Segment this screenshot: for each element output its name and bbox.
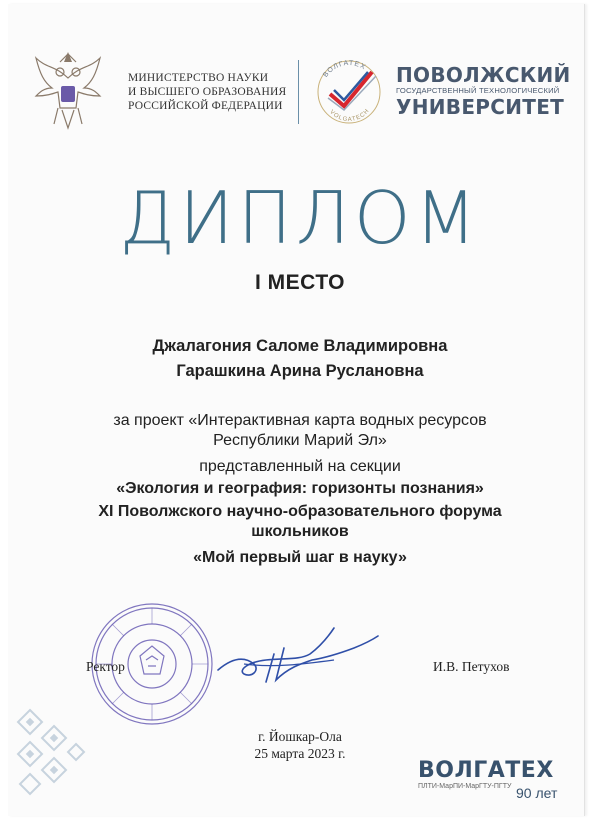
ministry-line-3: РОССИЙСКОЙ ФЕДЕРАЦИИ — [128, 100, 283, 112]
forum-line-1: XI Поволжского научно-образовательного форума — [98, 503, 502, 520]
logo-ring-bottom-text: VOLGATECH — [328, 107, 372, 124]
rector-signature-icon — [214, 624, 382, 688]
place-and-date — [0, 728, 600, 762]
volgatech-logo-icon — [310, 52, 388, 130]
presented-text: представленный на секции — [199, 458, 401, 475]
award-place: I МЕСТО — [255, 271, 345, 294]
svg-text:ВОЛГАТЕХ — [322, 60, 367, 79]
issue-date: 25 марта 2023 г. — [254, 746, 346, 761]
recipient-2: Гарашкина Арина Руслановна — [176, 362, 424, 380]
brand-subtitle: ПЛТИ-МарПИ-МарГТУ-ПГТУ — [418, 783, 512, 790]
university-line-3: УНИВЕРСИТЕТ — [396, 95, 565, 119]
state-emblem-icon — [30, 48, 106, 134]
university-line-2: ГОСУДАРСТВЕННЫЙ ТЕХНОЛОГИЧЕСКИЙ — [396, 86, 560, 95]
section-name: «Экология и география: горизонты познания» — [116, 480, 484, 497]
diploma-title: ДИПЛОМ — [119, 176, 481, 260]
ministry-line-2: И ВЫСШЕГО ОБРАЗОВАНИЯ — [128, 86, 287, 98]
ministry-name — [128, 71, 298, 113]
city: г. Йошкар-Ола — [258, 729, 342, 744]
logo-ring-top-text: ВОЛГАТЕХ — [322, 59, 367, 79]
signer-name: И.В. Петухов — [433, 659, 510, 674]
brand-name: ВОЛГАТЕХ — [418, 758, 554, 783]
university-line-1: ПОВОЛЖСКИЙ — [396, 63, 571, 87]
project-line-1: за проект «Интерактивная карта водных ресурсов — [113, 412, 487, 429]
diploma-body — [0, 411, 600, 568]
ministry-line-1: МИНИСТЕРСТВО НАУКИ — [128, 72, 269, 84]
recipients — [0, 334, 600, 384]
header-divider — [298, 60, 299, 124]
signer-role: Ректор — [86, 659, 125, 674]
svg-text:VOLGATECH — [328, 108, 371, 123]
forum-line-2: школьников — [251, 523, 349, 540]
brand-anniversary: 90 лет — [516, 785, 558, 801]
university-name — [396, 64, 576, 118]
footer-brand — [418, 758, 568, 801]
project-line-2: Республики Марий Эл» — [213, 432, 387, 449]
forum-name: «Мой первый шаг в науку» — [193, 549, 407, 566]
recipient-1: Джалагония Саломе Владимировна — [152, 337, 448, 355]
